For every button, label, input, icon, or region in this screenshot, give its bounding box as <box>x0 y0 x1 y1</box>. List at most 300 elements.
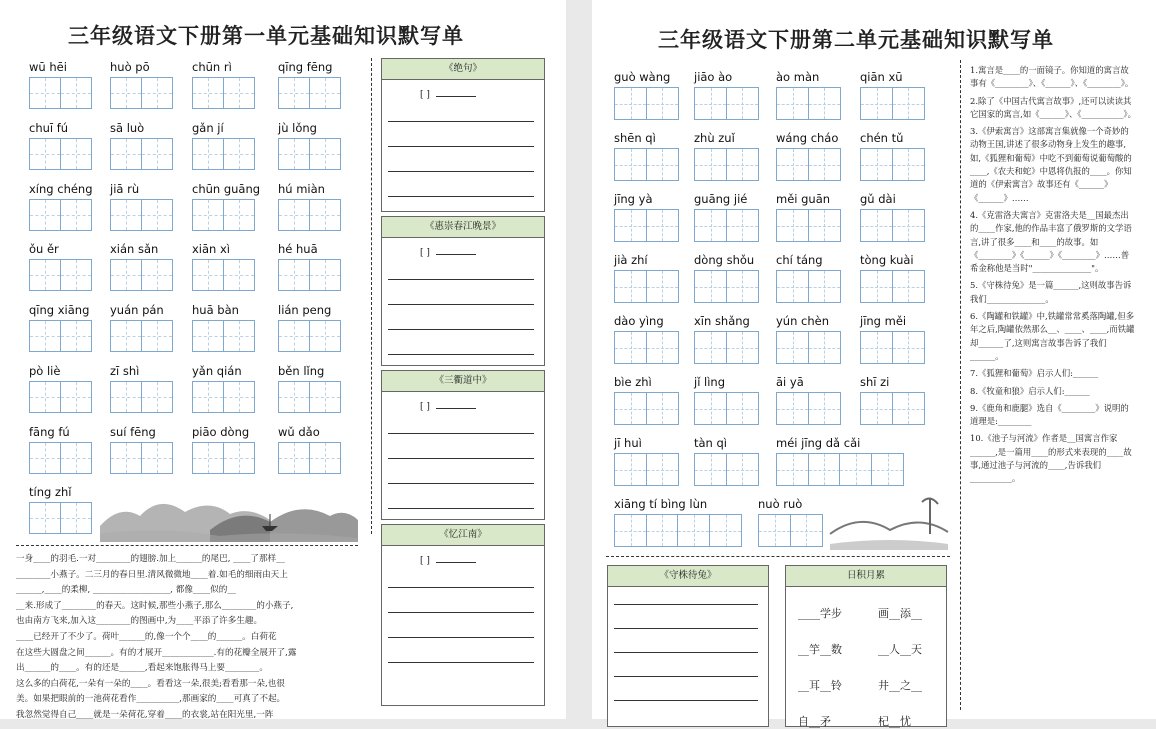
idiom-blank[interactable]: __竽__数 <box>798 643 842 656</box>
pinyin-label: chén tǔ <box>860 131 904 145</box>
author-line[interactable] <box>436 88 476 97</box>
pinyin-label: jīng yà <box>614 192 653 206</box>
answer-line[interactable] <box>388 195 534 197</box>
writing-box[interactable] <box>309 138 341 170</box>
writing-box[interactable] <box>29 138 61 170</box>
writing-box[interactable] <box>29 502 61 534</box>
passage-line: 这么多的白荷花,一朵有一朵的____。看看这一朵,很美;看看那一朵,也很 <box>16 678 285 689</box>
pinyin-label: huò pō <box>110 60 150 74</box>
pinyin-label: jiāo ào <box>694 70 733 84</box>
writing-box[interactable] <box>141 138 173 170</box>
writing-box[interactable] <box>709 514 742 547</box>
word-item <box>278 303 339 352</box>
pinyin-label: tòng kuài <box>860 253 914 267</box>
passage-line: ______,____的柔柳, __________________, 都像____似的__ <box>16 585 236 596</box>
writing-box[interactable] <box>614 453 647 486</box>
writing-box[interactable] <box>860 148 893 181</box>
cloze-passage <box>16 552 362 724</box>
column-divider <box>371 58 372 534</box>
poem-panel <box>381 524 545 706</box>
answer-line[interactable] <box>614 699 758 701</box>
answer-line[interactable] <box>388 278 534 280</box>
word-item <box>29 242 90 291</box>
passage-line: 也由南方飞来,加入这________的图画中,为____平添了许多生趣。 <box>16 616 263 627</box>
pinyin-label: xīn shǎng <box>694 314 750 328</box>
writing-box[interactable] <box>60 199 92 231</box>
writing-box[interactable] <box>192 320 224 352</box>
writing-box[interactable] <box>141 320 173 352</box>
writing-box[interactable] <box>646 87 679 120</box>
writing-box[interactable] <box>192 77 224 109</box>
pinyin-label: jù lǒng <box>278 121 317 135</box>
word-item <box>776 436 903 486</box>
writing-box[interactable] <box>614 270 647 303</box>
answer-line[interactable] <box>614 603 758 605</box>
word-item <box>278 60 339 109</box>
writing-box[interactable] <box>808 453 841 486</box>
writing-box[interactable] <box>192 259 224 291</box>
author-line[interactable] <box>436 400 476 409</box>
writing-box[interactable] <box>694 209 727 242</box>
word-item <box>278 425 339 474</box>
writing-box[interactable] <box>141 259 173 291</box>
answer-line[interactable] <box>614 651 758 653</box>
passage-line: 一身____的羽毛.一对________的翅膀.加上______的尾巴, ____了那样__ <box>16 554 285 564</box>
writing-box[interactable] <box>192 138 224 170</box>
writing-box[interactable] <box>808 392 841 425</box>
writing-box[interactable] <box>29 259 61 291</box>
writing-box[interactable] <box>808 209 841 242</box>
writing-box[interactable] <box>694 148 727 181</box>
panel-title: 日积月累 <box>786 566 946 587</box>
poem-panel <box>381 370 545 520</box>
writing-box[interactable] <box>860 331 893 364</box>
word-item <box>192 364 253 413</box>
writing-box[interactable] <box>892 392 925 425</box>
word-item <box>29 182 93 231</box>
writing-box[interactable] <box>646 331 679 364</box>
passage-line: __来.形成了________的春天。这时候,那些小燕子,那么________的小燕子, <box>16 600 294 611</box>
writing-box[interactable] <box>892 148 925 181</box>
writing-box[interactable] <box>776 209 809 242</box>
writing-box[interactable] <box>29 77 61 109</box>
idiom-blank[interactable]: ____学步 <box>798 607 842 620</box>
passage-line: ________小燕子。二三月的春日里.清风微微地____着.如毛的细雨由天上 <box>16 569 288 580</box>
writing-box[interactable] <box>726 331 759 364</box>
writing-box[interactable] <box>192 442 224 474</box>
question-item: 4.《克雷洛夫寓言》克雷洛夫是__国最杰出的____作家,他的作品丰富了俄罗斯的文学语言,讲了很多____和____的故事。如《________》《______》《________》……普希金称他是当时"______________"。 <box>970 209 1132 274</box>
passage-line: 美。如果把眼前的一池荷花看作__________,那画家的____可真了不起。 <box>16 694 286 705</box>
writing-box[interactable] <box>614 148 647 181</box>
writing-box[interactable] <box>110 381 142 413</box>
writing-box[interactable] <box>892 209 925 242</box>
word-item <box>192 425 253 474</box>
writing-box[interactable] <box>309 442 341 474</box>
word-item <box>110 182 171 231</box>
writing-box[interactable] <box>223 77 255 109</box>
idiom-blank[interactable]: __人__天 <box>878 643 922 656</box>
answer-line[interactable] <box>388 170 534 172</box>
word-item <box>29 485 90 534</box>
writing-box[interactable] <box>892 87 925 120</box>
pinyin-label: xíng chéng <box>29 182 93 196</box>
page-title: 三年级语文下册第二单元基础知识默写单 <box>658 27 1054 52</box>
question-item: 10.《池子与河流》作者是__国寓言作家______,是一篇用____的形式来表现的____故事,通过池子与河流的____,告诉我们__________。 <box>970 433 1132 484</box>
word-item <box>860 314 923 364</box>
pinyin-label: jiā rù <box>110 182 140 196</box>
left-worksheet-page <box>0 0 566 719</box>
writing-box[interactable] <box>223 138 255 170</box>
writing-box[interactable] <box>726 270 759 303</box>
writing-box[interactable] <box>110 77 142 109</box>
word-item <box>776 192 839 242</box>
question-item: 8.《牧童和狼》启示人们:______ <box>970 385 1090 396</box>
writing-box[interactable] <box>646 453 679 486</box>
pinyin-label: xián sǎn <box>110 242 159 256</box>
writing-box[interactable] <box>223 320 255 352</box>
writing-box[interactable] <box>60 259 92 291</box>
writing-box[interactable] <box>309 381 341 413</box>
writing-box[interactable] <box>776 87 809 120</box>
writing-box[interactable] <box>646 514 679 547</box>
writing-box[interactable] <box>614 87 647 120</box>
word-item <box>694 192 757 242</box>
pinyin-label: huā bàn <box>192 303 239 317</box>
writing-box[interactable] <box>309 199 341 231</box>
word-item <box>614 497 741 547</box>
pinyin-label: zī shì <box>110 364 140 378</box>
writing-box[interactable] <box>726 392 759 425</box>
writing-box[interactable] <box>646 270 679 303</box>
pinyin-label: tíng zhǐ <box>29 485 72 499</box>
answer-line[interactable] <box>614 675 758 677</box>
word-item <box>694 70 757 120</box>
pinyin-label: bìe zhì <box>614 375 652 389</box>
word-item <box>860 70 923 120</box>
pinyin-label: shēn qì <box>614 131 656 145</box>
writing-box[interactable] <box>141 199 173 231</box>
writing-box[interactable] <box>758 514 791 547</box>
pinyin-label: ào màn <box>776 70 820 84</box>
pinyin-label: wáng cháo <box>776 131 839 145</box>
writing-box[interactable] <box>110 320 142 352</box>
title-bracket: [ ] <box>420 556 430 566</box>
writing-box[interactable] <box>614 209 647 242</box>
word-item <box>776 70 839 120</box>
answer-line[interactable] <box>388 353 534 355</box>
writing-box[interactable] <box>614 514 647 547</box>
pinyin-label: piāo dòng <box>192 425 250 439</box>
pinyin-label: jīng měi <box>860 314 907 328</box>
writing-box[interactable] <box>278 199 310 231</box>
pinyin-label: chuī fú <box>29 121 69 135</box>
pinyin-label: méi jīng dǎ cǎi <box>776 436 861 450</box>
pinyin-label: chūn rì <box>192 60 232 74</box>
writing-box[interactable] <box>278 77 310 109</box>
answer-line[interactable] <box>388 661 534 663</box>
idiom-blank[interactable]: __耳__铃 <box>798 679 842 692</box>
pinyin-label: hú miàn <box>278 182 325 196</box>
writing-box[interactable] <box>892 270 925 303</box>
pinyin-label: zhù zuǐ <box>694 131 735 145</box>
answer-line[interactable] <box>388 120 534 122</box>
word-item <box>614 436 677 486</box>
pinyin-label: lián peng <box>278 303 332 317</box>
writing-box[interactable] <box>141 381 173 413</box>
word-item <box>278 182 339 231</box>
writing-box[interactable] <box>223 199 255 231</box>
question-item: 2.除了《中国古代寓言故事》,还可以读读其它国家的寓言,如《______》、《__________》。 <box>970 95 1136 119</box>
writing-box[interactable] <box>726 453 759 486</box>
shouzhu-panel <box>607 565 769 727</box>
writing-box[interactable] <box>871 453 904 486</box>
idiom-blank[interactable]: 井__之__ <box>878 679 922 692</box>
writing-box[interactable] <box>808 148 841 181</box>
question-item: 9.《鹿角和鹿腿》选自《________》说明的道理是:________ <box>970 402 1129 427</box>
answer-line[interactable] <box>388 482 534 484</box>
writing-box[interactable] <box>614 331 647 364</box>
word-item <box>192 121 253 170</box>
writing-box[interactable] <box>860 87 893 120</box>
writing-box[interactable] <box>223 381 255 413</box>
word-item <box>776 131 839 181</box>
page-title: 三年级语文下册第一单元基础知识默写单 <box>68 23 464 48</box>
writing-box[interactable] <box>278 259 310 291</box>
pinyin-label: ǒu ěr <box>29 242 59 256</box>
right-worksheet-page <box>592 0 1156 728</box>
pinyin-label: nuò ruò <box>758 497 803 511</box>
page-gap <box>566 0 592 719</box>
writing-box[interactable] <box>141 77 173 109</box>
pinyin-label: chí táng <box>776 253 823 267</box>
writing-box[interactable] <box>776 270 809 303</box>
writing-box[interactable] <box>694 453 727 486</box>
poem-panel <box>381 58 545 212</box>
writing-box[interactable] <box>29 320 61 352</box>
answer-line[interactable] <box>388 611 534 613</box>
bridge-painting <box>830 494 950 554</box>
pinyin-label: xiān xì <box>192 242 230 256</box>
writing-box[interactable] <box>60 138 92 170</box>
writing-box[interactable] <box>223 259 255 291</box>
writing-box[interactable] <box>892 331 925 364</box>
writing-box[interactable] <box>808 270 841 303</box>
writing-box[interactable] <box>790 514 823 547</box>
writing-box[interactable] <box>309 259 341 291</box>
writing-box[interactable] <box>29 199 61 231</box>
poem-panel <box>381 216 545 366</box>
pinyin-label: sā luò <box>110 121 145 135</box>
section-divider <box>606 556 950 557</box>
writing-box[interactable] <box>776 453 809 486</box>
pinyin-label: qiān xū <box>860 70 903 84</box>
word-item <box>694 253 757 303</box>
answer-line[interactable] <box>388 636 534 638</box>
word-item <box>614 375 677 425</box>
writing-box[interactable] <box>141 442 173 474</box>
passage-line: 在这些大圆盘之间______。有的才展开____________.有的花瓣全展开了,露 <box>16 647 297 658</box>
panel-title: 《绝句》 <box>382 59 544 80</box>
writing-box[interactable] <box>614 392 647 425</box>
word-item <box>192 60 253 109</box>
pinyin-label: gǔ dài <box>860 192 896 206</box>
word-item <box>29 425 90 474</box>
pinyin-label: shī zi <box>860 375 890 389</box>
word-item <box>694 436 757 486</box>
answer-line[interactable] <box>388 432 534 434</box>
word-item <box>860 131 923 181</box>
writing-box[interactable] <box>860 392 893 425</box>
idiom-blank[interactable]: 画__添__ <box>878 607 922 620</box>
writing-box[interactable] <box>278 442 310 474</box>
question-item: 1.寓言是____的一面镜子。你知道的寓言故事有《________》、《______》、《________》。 <box>970 65 1134 89</box>
writing-box[interactable] <box>60 381 92 413</box>
pinyin-label: yǎn qián <box>192 364 242 378</box>
word-item <box>860 253 923 303</box>
author-line[interactable] <box>436 554 476 563</box>
idiom-blank[interactable]: 杞__忧 <box>878 715 911 728</box>
pinyin-label: fāng fú <box>29 425 70 439</box>
word-item <box>860 375 923 425</box>
pinyin-label: qīng xiāng <box>29 303 90 317</box>
idiom-blank[interactable]: 自__矛 <box>798 715 831 728</box>
panel-title: 《守株待兔》 <box>608 566 768 587</box>
word-item <box>758 497 821 547</box>
writing-box[interactable] <box>223 442 255 474</box>
writing-box[interactable] <box>776 392 809 425</box>
word-item <box>776 253 839 303</box>
word-item <box>694 314 757 364</box>
pinyin-label: yuán pán <box>110 303 164 317</box>
writing-box[interactable] <box>839 453 872 486</box>
writing-box[interactable] <box>646 209 679 242</box>
writing-box[interactable] <box>694 87 727 120</box>
writing-box[interactable] <box>860 209 893 242</box>
answer-line[interactable] <box>614 627 758 629</box>
answer-line[interactable] <box>388 586 534 588</box>
writing-box[interactable] <box>694 331 727 364</box>
word-item <box>192 182 260 231</box>
word-item <box>614 131 677 181</box>
word-item <box>694 375 757 425</box>
word-item <box>29 60 90 109</box>
word-item <box>776 314 839 364</box>
column-divider <box>960 60 961 710</box>
word-item <box>278 242 339 291</box>
pinyin-label: suí fēng <box>110 425 156 439</box>
pinyin-label: dào yìng <box>614 314 664 328</box>
pinyin-label: wū hēi <box>29 60 67 74</box>
pinyin-label: měi guān <box>776 192 831 206</box>
writing-box[interactable] <box>776 148 809 181</box>
answer-line[interactable] <box>388 457 534 459</box>
word-item <box>614 70 677 120</box>
title-bracket: [ ] <box>420 90 430 100</box>
writing-box[interactable] <box>309 77 341 109</box>
writing-box[interactable] <box>29 381 61 413</box>
pinyin-label: běn lǐng <box>278 364 325 378</box>
section-divider <box>16 545 358 546</box>
pinyin-label: gǎn jí <box>192 121 224 135</box>
writing-box[interactable] <box>60 502 92 534</box>
word-item <box>110 364 171 413</box>
word-item <box>776 375 839 425</box>
writing-box[interactable] <box>309 320 341 352</box>
writing-box[interactable] <box>110 199 142 231</box>
writing-box[interactable] <box>60 442 92 474</box>
pinyin-label: tàn qì <box>694 436 727 450</box>
writing-box[interactable] <box>646 392 679 425</box>
writing-box[interactable] <box>278 138 310 170</box>
word-item <box>278 364 339 413</box>
pinyin-label: āi yā <box>776 375 804 389</box>
writing-box[interactable] <box>694 392 727 425</box>
writing-box[interactable] <box>694 270 727 303</box>
writing-box[interactable] <box>60 77 92 109</box>
word-item <box>110 242 171 291</box>
question-item: 5.《守株待兔》是一篇______,这则故事告诉我们______________。 <box>970 280 1132 304</box>
pinyin-label: jǐ lìng <box>694 375 726 389</box>
pinyin-label: yún chèn <box>776 314 830 328</box>
question-list <box>970 64 1136 490</box>
word-item <box>110 60 171 109</box>
question-item: 6.《陶罐和铁罐》中,铁罐常常奚落陶罐,但多年之后,陶罐依然那么__、____、____,而铁罐却______了,这则寓言故事告诉了我们______。 <box>970 311 1135 361</box>
pinyin-label: chūn guāng <box>192 182 261 196</box>
author-line[interactable] <box>436 246 476 255</box>
writing-box[interactable] <box>646 148 679 181</box>
panel-title: 《三衢道中》 <box>382 371 544 392</box>
writing-box[interactable] <box>278 320 310 352</box>
writing-box[interactable] <box>29 442 61 474</box>
passage-line: 我忽然觉得自己____就是一朵荷花,穿着____的衣裳,站在阳光里,一阵 <box>16 709 274 720</box>
answer-line[interactable] <box>388 507 534 509</box>
riji-panel <box>785 565 947 727</box>
writing-box[interactable] <box>808 331 841 364</box>
writing-box[interactable] <box>726 148 759 181</box>
writing-box[interactable] <box>192 199 224 231</box>
answer-line[interactable] <box>388 328 534 330</box>
writing-box[interactable] <box>60 320 92 352</box>
pinyin-label: dòng shǒu <box>694 253 755 267</box>
pinyin-label: jī huì <box>614 436 642 450</box>
writing-box[interactable] <box>808 87 841 120</box>
writing-box[interactable] <box>110 138 142 170</box>
word-item <box>278 121 339 170</box>
writing-box[interactable] <box>776 331 809 364</box>
pinyin-label: pò liè <box>29 364 61 378</box>
answer-line[interactable] <box>388 145 534 147</box>
writing-box[interactable] <box>677 514 710 547</box>
writing-box[interactable] <box>860 270 893 303</box>
writing-box[interactable] <box>110 259 142 291</box>
writing-box[interactable] <box>726 209 759 242</box>
writing-box[interactable] <box>110 442 142 474</box>
word-item <box>614 192 677 242</box>
question-item: 7.《狐狸和葡萄》启示人们:______ <box>970 368 1099 379</box>
passage-line: 出______的____。有的还是______,看起来饱胀得马上要________。 <box>16 663 268 674</box>
word-item <box>192 242 253 291</box>
word-item <box>192 303 253 352</box>
title-bracket: [ ] <box>420 248 430 258</box>
word-item <box>110 303 171 352</box>
answer-line[interactable] <box>388 303 534 305</box>
pinyin-label: xiāng tí bìng lùn <box>614 497 708 511</box>
writing-box[interactable] <box>726 87 759 120</box>
writing-box[interactable] <box>192 381 224 413</box>
word-item <box>29 303 90 352</box>
word-item <box>29 364 90 413</box>
writing-box[interactable] <box>278 381 310 413</box>
